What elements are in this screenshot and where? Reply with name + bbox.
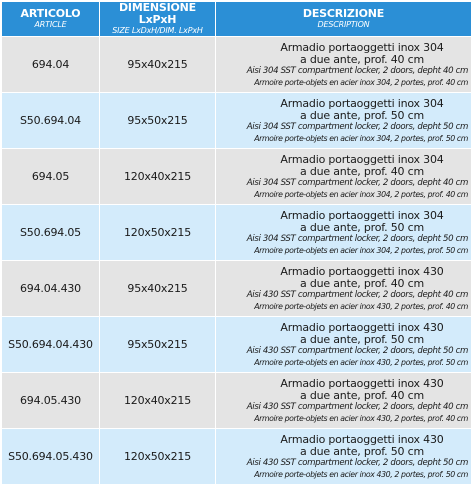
description-cell (216, 149, 472, 205)
product-table (1, 1, 472, 485)
header-dimension-sublabel: SIZE LxDxH/DIM. LxPxH (112, 26, 203, 35)
description-en: Aisi 304 SST compartment locker, 2 doors, depht 50 cm (246, 121, 468, 132)
article-code: S50.694.05.430 (2, 429, 100, 485)
description-fr: Armoire porte-objets en acier inox 304, 2 portes, prof. 40 cm (254, 77, 468, 87)
dimension-value: 120x50x215 (100, 205, 216, 261)
description-cell (216, 261, 472, 317)
description-en: Aisi 430 SST compartment locker, 2 doors, depht 40 cm (246, 289, 468, 300)
description-it-line2: a due ante, prof. 50 cm (300, 220, 424, 234)
article-code: 694.05.430 (2, 373, 100, 429)
article-code: 694.04 (2, 37, 100, 93)
description-fr: Armoire porte-objets en acier inox 304, 2 portes, prof. 50 cm (254, 245, 468, 255)
description-it-line2: a due ante, prof. 50 cm (300, 332, 424, 346)
description-en: Aisi 304 SST compartment locker, 2 doors, depht 40 cm (246, 177, 468, 188)
description-it-line1: Armadio portaoggetti inox 430 (280, 320, 444, 334)
description-en: Aisi 430 SST compartment locker, 2 doors, depht 40 cm (246, 401, 468, 412)
description-fr: Armoire porte-objets en acier inox 430, 2 portes, prof. 50 cm (254, 469, 468, 479)
description-it-line1: Armadio portaoggetti inox 430 (280, 432, 444, 446)
description-it-line2: a due ante, prof. 40 cm (300, 276, 424, 290)
table-row (2, 93, 472, 149)
description-it-line1: Armadio portaoggetti inox 304 (280, 40, 444, 54)
description-cell (216, 373, 472, 429)
header-description (216, 2, 472, 37)
article-code: S50.694.05 (2, 205, 100, 261)
description-it-line2: a due ante, prof. 50 cm (300, 108, 424, 122)
description-fr: Armoire porte-objets en acier inox 430, 2 portes, prof. 40 cm (254, 301, 468, 311)
description-en: Aisi 304 SST compartment locker, 2 doors, depht 50 cm (246, 233, 468, 244)
description-it-line1: Armadio portaoggetti inox 304 (280, 208, 444, 222)
description-fr: Armoire porte-objets en acier inox 304, 2 portes, prof. 50 cm (254, 133, 468, 143)
table-row (2, 317, 472, 373)
description-en: Aisi 430 SST compartment locker, 2 doors, depht 50 cm (246, 345, 468, 356)
description-cell (216, 429, 472, 485)
description-it-line1: Armadio portaoggetti inox 304 (280, 96, 444, 110)
description-it-line2: a due ante, prof. 50 cm (300, 444, 424, 458)
article-code: 694.04.430 (2, 261, 100, 317)
description-cell (216, 317, 472, 373)
dimension-value: 95x50x215 (100, 93, 216, 149)
description-en: Aisi 304 SST compartment locker, 2 doors, depht 40 cm (246, 65, 468, 76)
description-fr: Armoire porte-objets en acier inox 430, 2 portes, prof. 50 cm (254, 357, 468, 367)
description-it-line2: a due ante, prof. 40 cm (300, 52, 424, 66)
table-header-row (2, 2, 472, 37)
header-article-sublabel: ARTICLE (34, 20, 67, 29)
description-en: Aisi 430 SST compartment locker, 2 doors, depht 50 cm (246, 457, 468, 468)
dimension-value: 95x40x215 (100, 261, 216, 317)
description-it-line1: Armadio portaoggetti inox 430 (280, 264, 444, 278)
description-fr: Armoire porte-objets en acier inox 430, 2 portes, prof. 40 cm (254, 413, 468, 423)
description-fr: Armoire porte-objets en acier inox 304, 2 portes, prof. 40 cm (254, 189, 468, 199)
header-description-sublabel: DESCRIPTION (317, 20, 370, 29)
table-row (2, 149, 472, 205)
header-description-label: DESCRIZIONE (302, 7, 385, 20)
description-it-line2: a due ante, prof. 40 cm (300, 388, 424, 402)
table-row (2, 261, 472, 317)
description-it-line1: Armadio portaoggetti inox 430 (280, 376, 444, 390)
description-cell (216, 205, 472, 261)
description-cell (216, 93, 472, 149)
dimension-value: 120x40x215 (100, 149, 216, 205)
description-it-line1: Armadio portaoggetti inox 304 (280, 152, 444, 166)
article-code: 694.05 (2, 149, 100, 205)
header-article (2, 2, 100, 37)
table-row (2, 429, 472, 485)
description-cell (216, 37, 472, 93)
dimension-value: 95x40x215 (100, 37, 216, 93)
dimension-value: 95x50x215 (100, 317, 216, 373)
header-dimension (100, 2, 216, 37)
header-dimension-label: DIMENSIONE LxPxH (119, 1, 196, 26)
table-row (2, 37, 472, 93)
article-code: S50.694.04 (2, 93, 100, 149)
dimension-value: 120x40x215 (100, 373, 216, 429)
description-it-line2: a due ante, prof. 40 cm (300, 164, 424, 178)
dimension-value: 120x50x215 (100, 429, 216, 485)
table-row (2, 373, 472, 429)
table-row (2, 205, 472, 261)
article-code: S50.694.04.430 (2, 317, 100, 373)
header-article-label: ARTICOLO (20, 7, 81, 20)
